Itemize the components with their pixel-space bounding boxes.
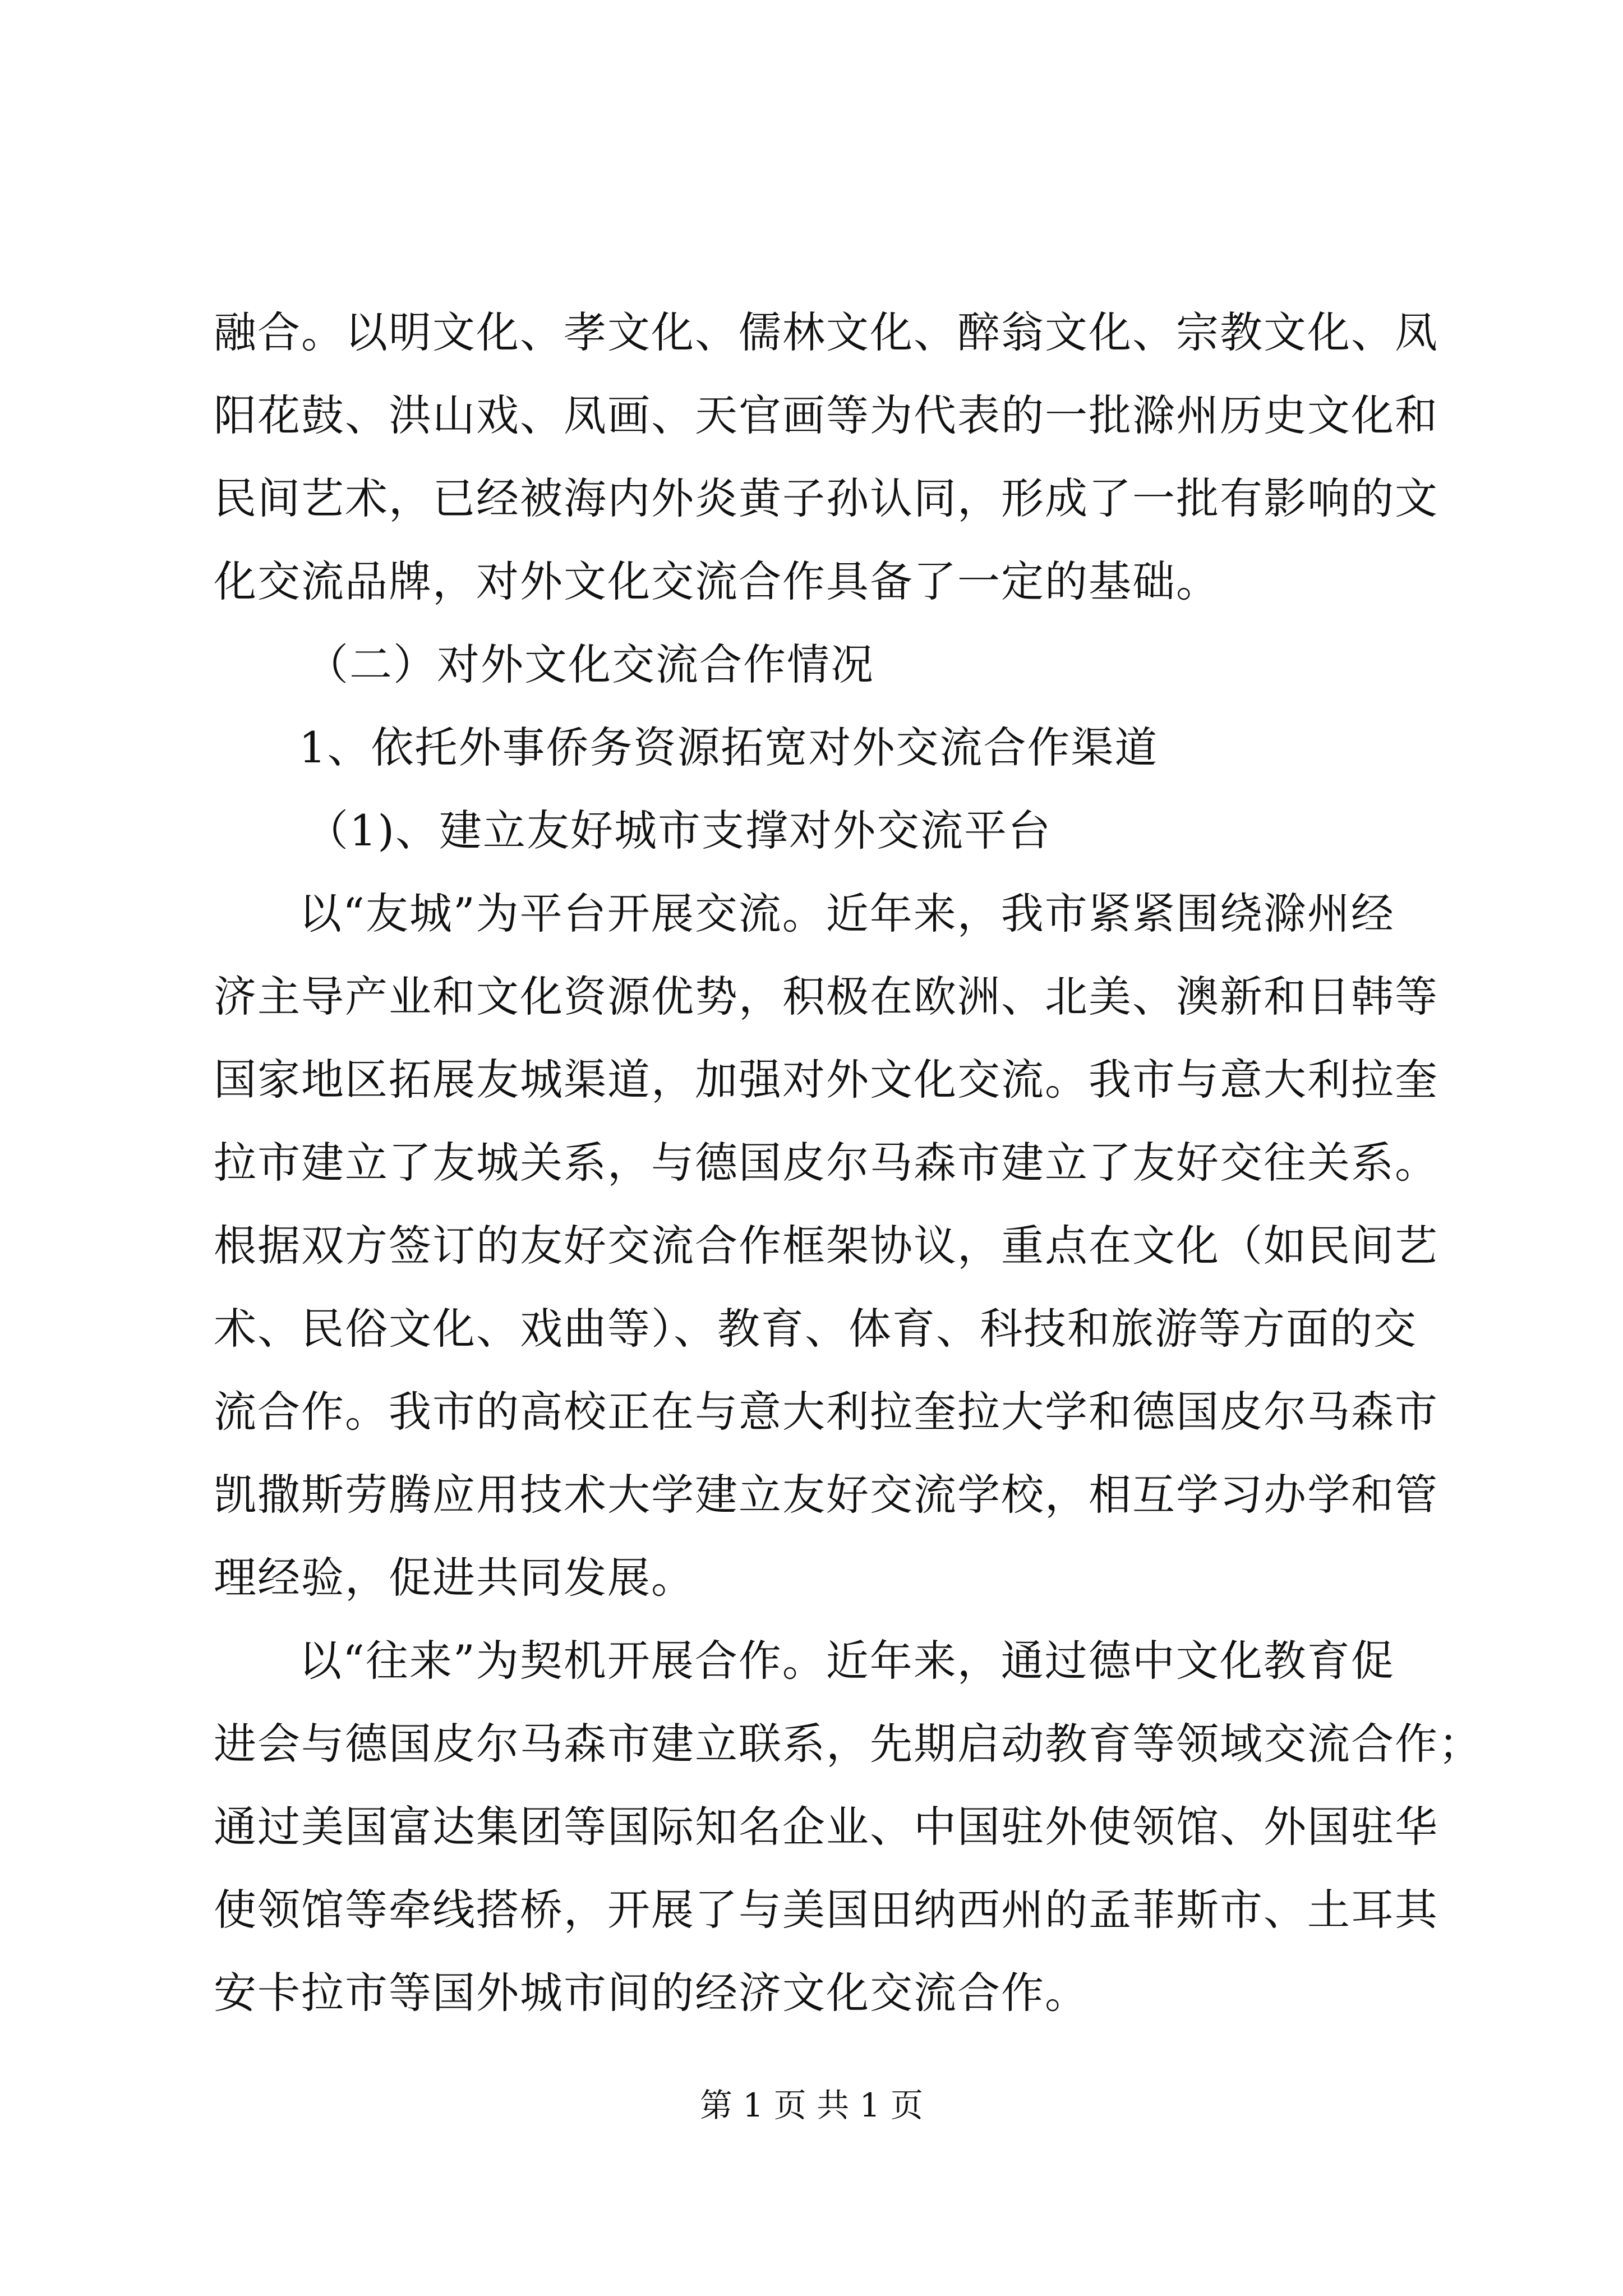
text-line: 阳花鼓、洪山戏、凤画、天官画等为代表的一批滁州历史文化和	[214, 390, 1438, 440]
text-line: 进会与德国皮尔马森市建立联系，先期启动教育等领域交流合作；	[214, 1719, 1482, 1769]
text-line: 通过美国富达集团等国际知名企业、中国驻外使领馆、外国驻华	[214, 1802, 1438, 1852]
text-line: 术、民俗文化、戏曲等）、教育、体育、科技和旅游等方面的交	[214, 1304, 1417, 1354]
text-line: 融合。以明文化、孝文化、儒林文化、醉翁文化、宗教文化、凤	[214, 307, 1438, 357]
text-line: 化交流品牌，对外文化交流合作具备了一定的基础。	[214, 556, 1220, 606]
text-line: 民间艺术，已经被海内外炎黄子孙认同，形成了一批有影响的文	[214, 473, 1438, 523]
text-line: 理经验，促进共同发展。	[214, 1553, 695, 1603]
text-line: 以“往来”为契机开展合作。近年来，通过德中文化教育促	[299, 1636, 1395, 1686]
section-heading: （二）对外文化交流合作情况	[306, 639, 874, 689]
text-line: 根据双方签订的友好交流合作框架协议，重点在文化（如民间艺	[214, 1221, 1438, 1271]
text-line: 使领馆等牵线搭桥，开展了与美国田纳西州的孟菲斯市、土耳其	[214, 1885, 1438, 1935]
subsection-heading: （1)、建立友好城市支撑对外交流平台	[306, 806, 1052, 855]
text-line: 济主导产业和文化资源优势，积极在欧洲、北美、澳新和日韩等	[214, 972, 1438, 1022]
text-line: 凯撒斯劳腾应用技术大学建立友好交流学校，相互学习办学和管	[214, 1470, 1438, 1520]
text-line: 安卡拉市等国外城市间的经济文化交流合作。	[214, 1968, 1089, 2018]
subsection-heading: 1、依托外事侨务资源拓宽对外交流合作渠道	[299, 723, 1159, 772]
text-line: 流合作。我市的高校正在与意大利拉奎拉大学和德国皮尔马森市	[214, 1387, 1438, 1437]
text-line: 以“友城”为平台开展交流。近年来，我市紧紧围绕滁州经	[299, 889, 1395, 938]
page-number-footer: 第 1 页 共 1 页	[700, 2086, 923, 2124]
text-line: 拉市建立了友城关系，与德国皮尔马森市建立了友好交往关系。	[214, 1138, 1438, 1188]
text-line: 国家地区拓展友城渠道，加强对外文化交流。我市与意大利拉奎	[214, 1055, 1438, 1105]
